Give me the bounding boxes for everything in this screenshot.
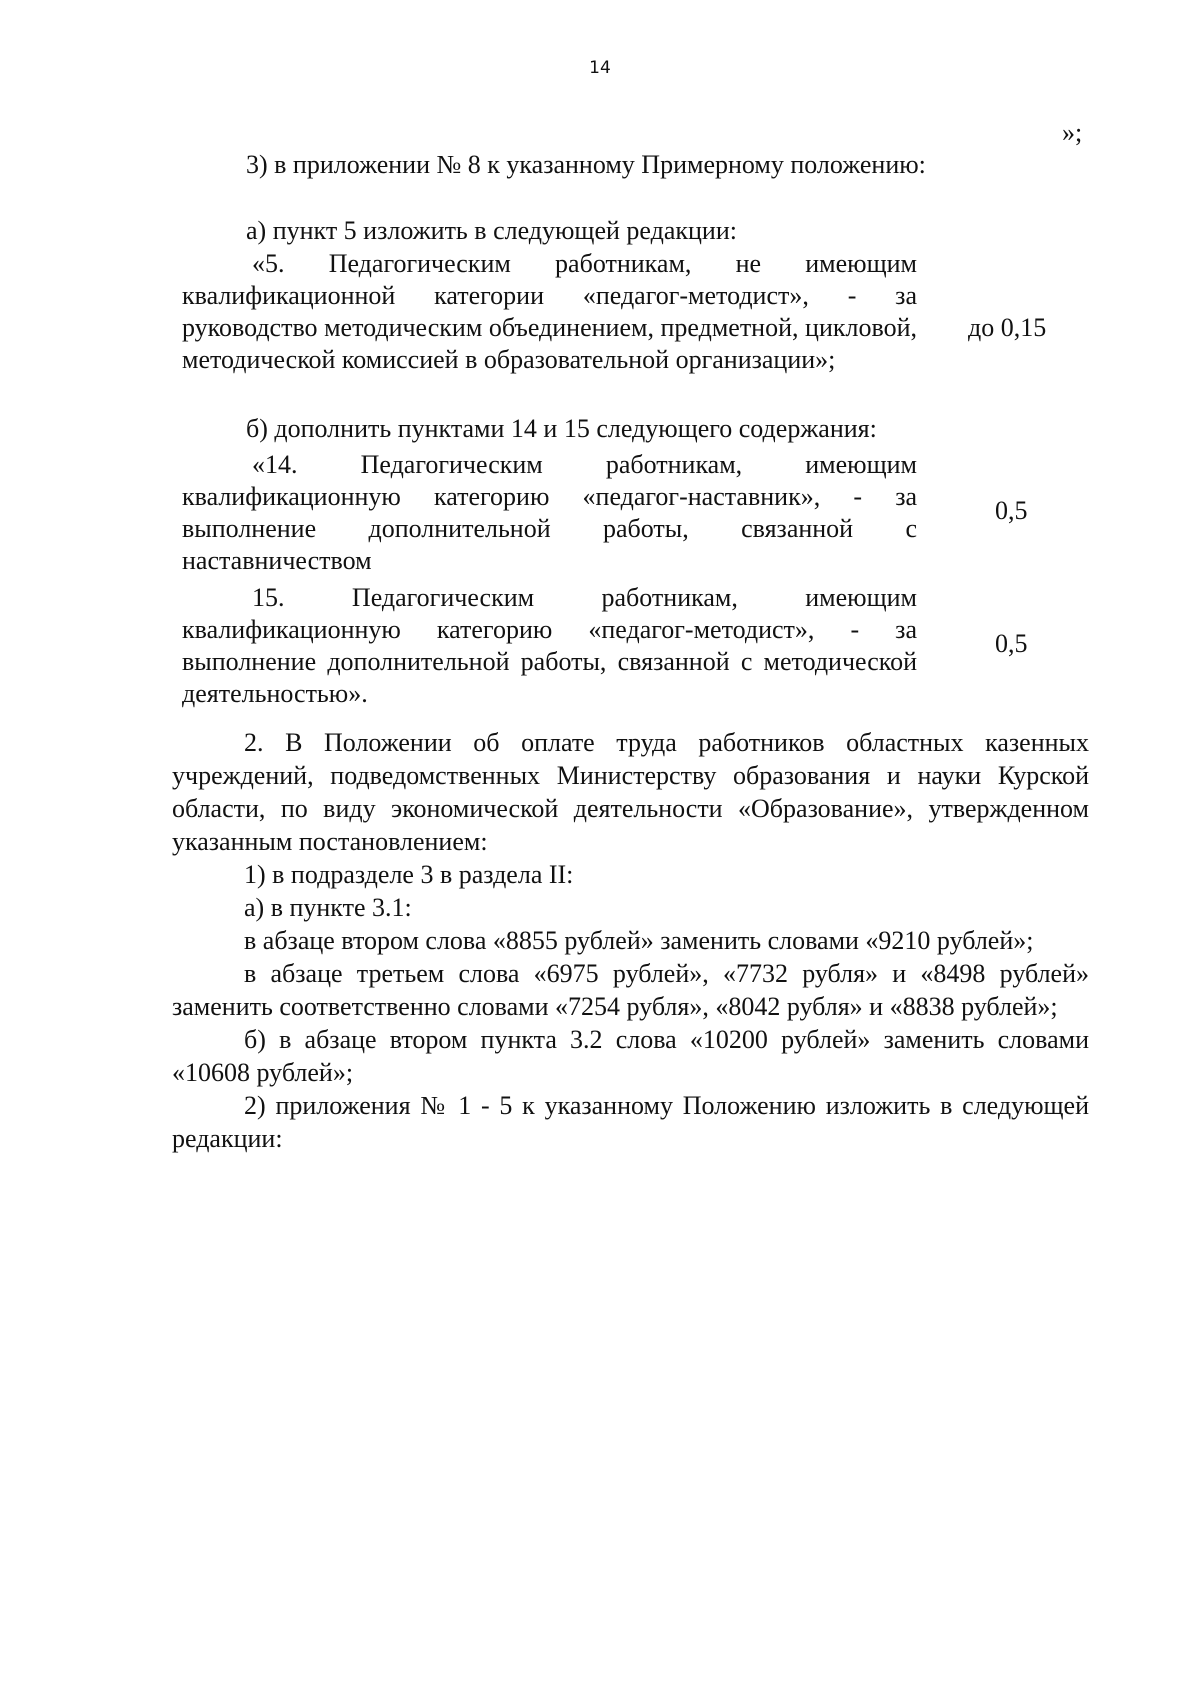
payment-table-items-14-15 — [182, 449, 1072, 715]
page-number: 14 — [589, 58, 611, 78]
table-row — [182, 449, 1072, 582]
table-row-value: до 0,15 — [968, 313, 1047, 342]
paragraph: в абзаце третьем слова «6975 рублей», «7732 рубля» и «8498 рублей» заменить соответственно словами «7254 рубля», «8042 рубля» и «8838 рублей»; — [172, 959, 1089, 1021]
paragraph: б) в абзаце втором пункта 3.2 слова «10200 рублей» заменить словами «10608 рублей»; — [172, 1025, 1089, 1087]
closing-quote: »; — [1062, 118, 1083, 147]
section-2-text — [172, 726, 1089, 1155]
paragraph: 1) в подразделе 3 в раздела II: — [244, 860, 574, 889]
table-row-text: «5. Педагогическим работникам, не имеющим квалификационной категории «педагог-методист», - за руководство методическим объединением, предметной, цикловой, методической комиссией в образовательной организации»; — [182, 249, 917, 374]
payment-table-item-5 — [182, 248, 1072, 376]
table-row-value: 0,5 — [995, 629, 1028, 658]
paragraph: а) в пункте 3.1: — [244, 893, 412, 922]
paragraph: в абзаце втором слова «8855 рублей» заменить словами «9210 рублей»; — [244, 926, 1034, 955]
table-row — [182, 248, 1072, 376]
table-row-text: 15. Педагогическим работникам, имеющим квалификационную категорию «педагог-методист», - за выполнение дополнительной работы, связанной с методической деятельностью». — [182, 583, 917, 708]
amendment-item-3: 3) в приложении № 8 к указанному Примерному положению: — [246, 150, 926, 179]
paragraph: 2) приложения № 1 - 5 к указанному Положению изложить в следующей редакции: — [172, 1091, 1089, 1153]
paragraph: 2. В Положении об оплате труда работников областных казенных учреждений, подведомственных Министерству образования и науки Курской области, по виду экономической деятельности «Образование», утвержденном указанным постановлением: — [172, 728, 1089, 856]
table-row-text: «14. Педагогическим работникам, имеющим квалификационную категорию «педагог-наставник», - за выполнение дополнительной работы, связанной с наставничеством — [182, 450, 917, 575]
table-row-value: 0,5 — [995, 496, 1028, 525]
amendment-item-a: а) пункт 5 изложить в следующей редакции: — [246, 216, 737, 245]
amendment-item-b: б) дополнить пунктами 14 и 15 следующего содержания: — [246, 414, 877, 443]
table-row — [182, 582, 1072, 715]
